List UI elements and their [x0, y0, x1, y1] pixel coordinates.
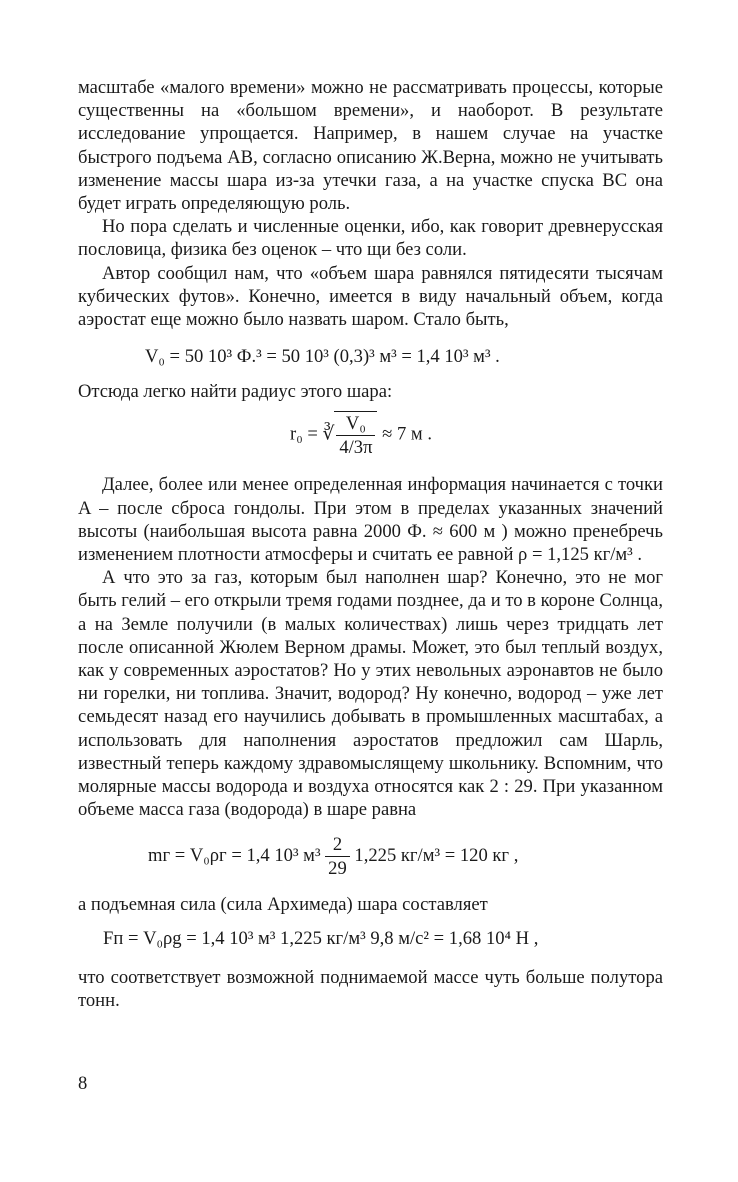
mass-lhs: mг = V₀ρг = 1,4 10³ м³ — [148, 845, 326, 867]
equation-volume: V₀ = 50 10³ Ф.³ = 50 10³ (0,3)³ м³ = 1,4 10³ м³ . — [145, 346, 500, 368]
page-body — [78, 76, 663, 1012]
mass-numerator: 2 — [325, 833, 350, 857]
mass-fraction — [325, 833, 350, 880]
page-number: 8 — [78, 1073, 88, 1094]
paragraph-7: а подъемная сила (сила Архимеда) шара составляет — [78, 894, 488, 916]
equation-force: Fп = V₀ρg = 1,4 10³ м³ 1,225 кг/м³ 9,8 м/с² = 1,68 10⁴ Н , — [103, 927, 539, 949]
mass-denominator: 29 — [328, 858, 347, 880]
radius-rhs: ≈ 7 м . — [377, 423, 432, 445]
paragraph-3: Автор сообщил нам, что «объем шара равнялся пятидесяти тысячам кубических футов». Конечно, имеется в виду начальный объем, когда аэростат еще можно было назвать шаром. Стало быть, — [78, 262, 663, 331]
paragraph-1: масштабе «малого времени» можно не рассматривать процессы, которые существенны на «большом времени», и наоборот. В результате исследование упрощается. Например, в нашем случае на участке быстрого подъема AB, согласно описанию Ж.Верна, можно не учитывать изменение массы шара из-за утечки газа, а на участке спуска BC она будет играть определяющую роль. — [78, 77, 663, 215]
radius-root — [334, 411, 377, 459]
paragraph-4: Отсюда легко найти радиус этого шара: — [78, 381, 393, 403]
radius-denominator: 4/3π — [339, 437, 373, 459]
paragraph-6: А что это за газ, которым был наполнен шар? Конечно, это не мог быть гелий – его открыли тремя годами позднее, да и то в короне Солнца, а на Земле получили (в малых количествах) лишь через тридцать лет после описанной Жюлем Верном драмы. Может, это был теплый воздух, как у современных аэростатов? Но у этих невольных аэронавтов не было ни горелки, ни топлива. Значит, водород? Ну конечно, водород – уже лет семьдесят назад его научились добывать в промышленных масштабах, а использовать для наполнения аэростатов предложил сам Шарль, известный теперь каждому здравомыслящему школьнику. Вспомним, что молярные массы водорода и воздуха относятся как 2 : 29. При указанном объеме масса газа (водорода) в шаре равна — [78, 567, 663, 821]
paragraph-5: Далее, более или менее определенная информация начинается с точки A – после сброса гондолы. При этом в пределах указанных значений высоты (наибольшая высота равна 2000 Ф. ≈ 600 м ) можно пренебречь изменением плотности атмосферы и считать ее равной ρ = 1,125 кг/м³ . — [78, 474, 663, 566]
radius-lhs: r₀ = ∛ — [290, 423, 335, 445]
radius-numerator: V₀ — [336, 412, 375, 436]
paragraph-2: Но пора сделать и численные оценки, ибо, как говорит древнерусская пословица, физика без оценок – что щи без соли. — [78, 216, 663, 261]
radius-fraction — [336, 412, 375, 459]
equation-radius — [290, 411, 663, 465]
mass-rhs: 1,225 кг/м³ = 120 кг , — [349, 845, 519, 867]
paragraph-8: что соответствует возможной поднимаемой массе чуть больше полутора тонн. — [78, 966, 663, 1011]
equation-mass — [148, 833, 663, 885]
